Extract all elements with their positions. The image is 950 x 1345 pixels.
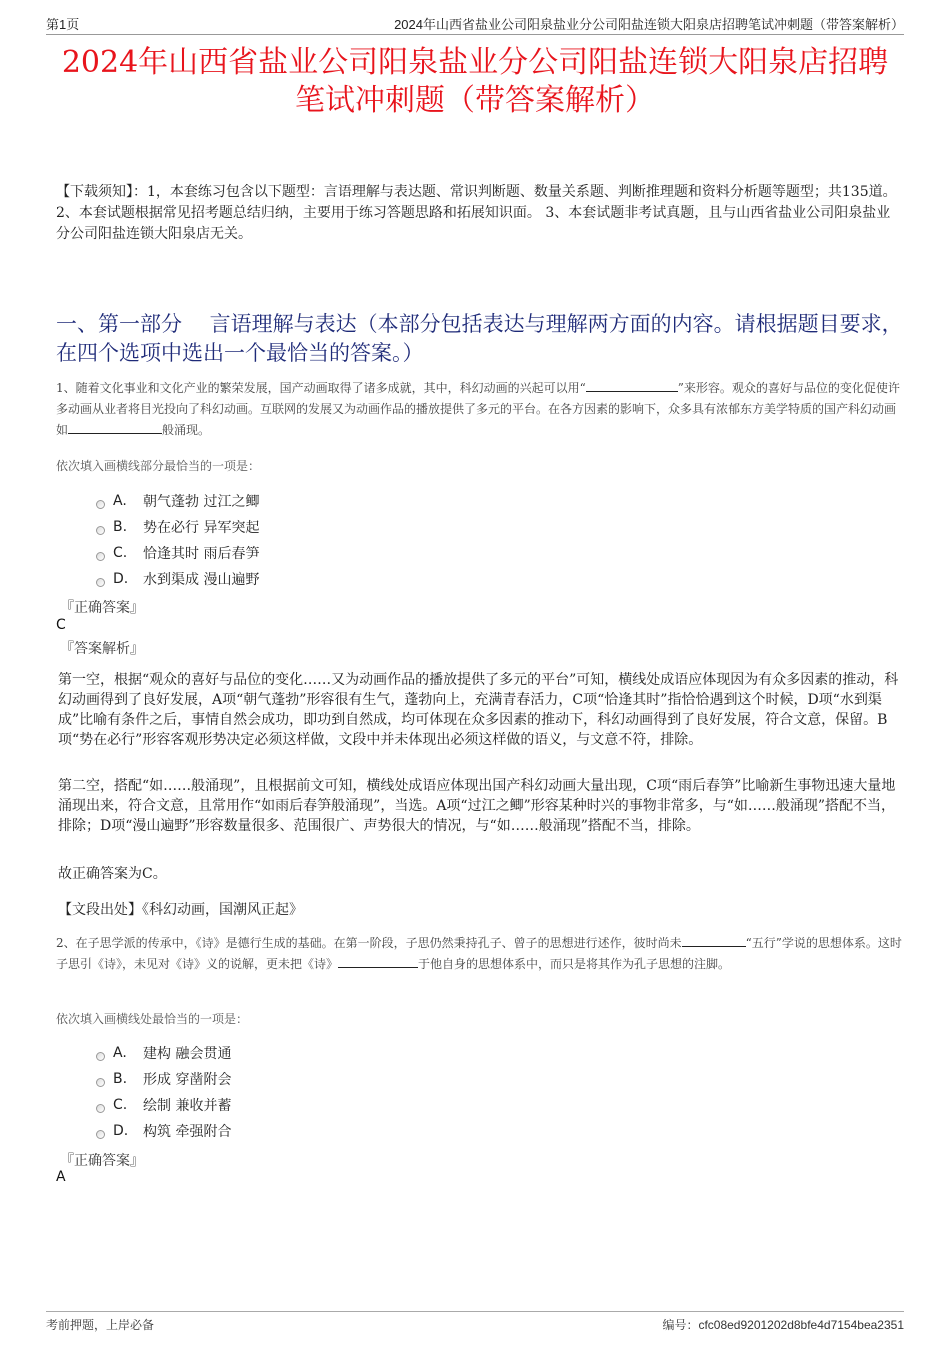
option-a[interactable]: A. 建构 融会贯通	[96, 1040, 231, 1066]
download-notice: 【下载须知】：1，本套练习包含以下题型：言语理解与表达题、常识判断题、数量关系题、判断推理题和资料分析题等题型；共135道。 2、本套试题根据常见招考题总结归纳，主要用于练习答题思路和拓展知识面。 3、本套试题非考试真题，且与山西省盐业公司阳泉盐业分公司阳盐连锁大阳泉店无关。	[56, 184, 897, 242]
correct-answer-label: 『正确答案』	[60, 600, 144, 616]
option-d[interactable]: D. 构筑 牵强附合	[96, 1118, 231, 1144]
title-line-1: 2024年山西省盐业公司阳泉盐业分公司阳盐连锁大阳泉店招聘	[61, 45, 889, 80]
question-2-stem: 2、在子思学派的传承中，《诗》是德行生成的基础。在第一阶段，子思仍然秉持孔子、曾子的思想进行述作，彼时尚未 “五行”学说的思想体系。这时子思引《诗》，未见对《诗》义的说解，更未把《诗》 于他自身的思想体系中，而只是将其作为孔子思想的注脚。	[56, 936, 902, 971]
analysis-label: 『答案解析』	[60, 641, 144, 657]
blank-2	[338, 955, 418, 968]
question-2-options	[96, 1040, 231, 1144]
option-c[interactable]: C. 恰逢其时 雨后春笋	[96, 540, 259, 566]
correct-answer-value: C	[56, 617, 66, 633]
question-2-prompt: 依次填入画横线处最恰当的一项是：	[56, 1012, 249, 1026]
radio-icon[interactable]	[96, 552, 105, 561]
analysis-paragraph-2: 第二空，搭配“如……般涌现”，且根据前文可知，横线处成语应体现出国产科幻动画大量出现，C项“雨后春笋”比喻新生事物迅速大量地涌现出来，符合文意，且常用作“如雨后春笋般涌现”，当选。A项“过江之鲫”形容某种时兴的事物非常多，与“如……般涌现”搭配不当，排除；D项“漫山遍野”形容数量很多、范围很广、声势很大的情况，与“如……般涌现”搭配不当，排除。	[58, 778, 896, 834]
page-number: 第1页	[46, 17, 80, 32]
radio-icon[interactable]	[96, 1104, 105, 1113]
title-line-2: 笔试冲刺题（带答案解析）	[295, 83, 655, 118]
option-d[interactable]: D. 水到渠成 漫山遍野	[96, 566, 259, 592]
radio-icon[interactable]	[96, 526, 105, 535]
section-title: 一、第一部分 言语理解与表达（本部分包括表达与理解两方面的内容。请根据题目要求，在四个选项中选出一个最恰当的答案。）	[56, 312, 903, 365]
header-doc-title: 2024年山西省盐业公司阳泉盐业分公司阳盐连锁大阳泉店招聘笔试冲刺题（带答案解析）	[394, 17, 904, 32]
radio-icon[interactable]	[96, 578, 105, 587]
option-c[interactable]: C. 绘制 兼收并蓄	[96, 1092, 231, 1118]
radio-icon[interactable]	[96, 1078, 105, 1087]
correct-answer-label: 『正确答案』	[60, 1153, 144, 1169]
option-a[interactable]: A. 朝气蓬勃 过江之鲫	[96, 488, 259, 514]
blank-1	[586, 379, 678, 392]
question-1-stem: 1、随着文化事业和文化产业的繁荣发展，国产动画取得了诸多成就，其中，科幻动画的兴起可以用“ ”来形容。观众的喜好与品位的变化促使许多动画从业者将目光投向了科幻动画。互联网的发展又为动画作品的播放提供了多元的平台。在各方因素的影响下，众多具有浓郁东方美学特质的国产科幻动画如 般涌现。	[56, 381, 900, 437]
page-header	[46, 12, 904, 35]
radio-icon[interactable]	[96, 500, 105, 509]
document-code: 编号：cfc08ed9201202d8bfe4d7154bea2351	[662, 1318, 904, 1332]
question-1-prompt: 依次填入画横线部分最恰当的一项是：	[56, 459, 261, 473]
footer-slogan: 考前押题，上岸必备	[46, 1318, 155, 1332]
passage-source: 【文段出处】《科幻动画，国潮风正起》	[58, 902, 303, 918]
question-1-options	[96, 488, 259, 592]
option-b[interactable]: B. 形成 穿凿附会	[96, 1066, 231, 1092]
correct-answer-value: A	[56, 1169, 66, 1185]
document-title	[40, 44, 910, 120]
analysis-paragraph-1: 第一空，根据“观众的喜好与品位的变化……又为动画作品的播放提供了多元的平台”可知，横线处成语应体现因为有众多因素的推动，科幻动画得到了良好发展，A项“朝气蓬勃”形容很有生气，蓬勃向上，充满青春活力，C项“恰逢其时”指恰恰遇到这个时候，D项“水到渠成”比喻有条件之后，事情自然会成功，即功到自然成，均可体现在众多因素的推动下，科幻动画得到了良好发展，符合文意，保留。B项“势在必行”形容客观形势决定必须这样做，文段中并未体现出必须这样做的语义，与文意不符，排除。	[58, 672, 899, 748]
option-b[interactable]: B. 势在必行 异军突起	[96, 514, 259, 540]
radio-icon[interactable]	[96, 1130, 105, 1139]
blank-2	[68, 421, 162, 434]
analysis-conclusion: 故正确答案为C。	[58, 866, 167, 882]
page-footer	[46, 1311, 904, 1332]
radio-icon[interactable]	[96, 1052, 105, 1061]
blank-1	[682, 934, 746, 947]
